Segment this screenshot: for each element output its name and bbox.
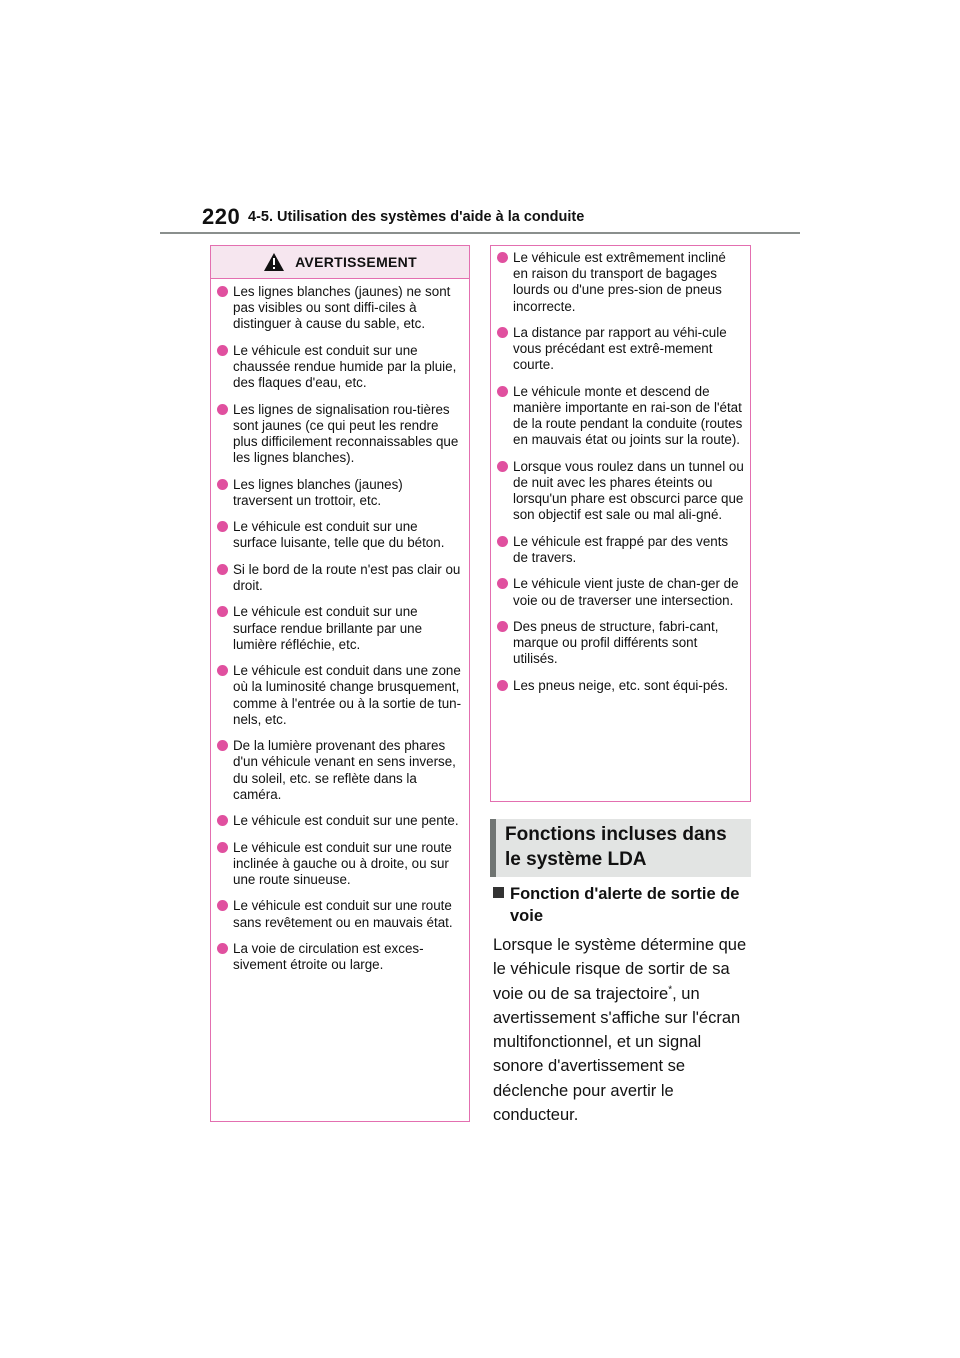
list-item bbox=[496, 619, 744, 668]
warning-title: AVERTISSEMENT bbox=[295, 254, 417, 270]
subsection-title-line2: le système LDA bbox=[505, 849, 647, 870]
list-item bbox=[216, 519, 463, 551]
list-item bbox=[216, 604, 463, 653]
bullet-icon bbox=[217, 521, 228, 532]
list-item bbox=[216, 898, 463, 930]
bullet-icon bbox=[217, 345, 228, 356]
warning-box-right bbox=[490, 245, 751, 802]
warning-header bbox=[211, 246, 469, 279]
list-item-text: Le véhicule monte et descend de manière importante en rai-son de l'état de la route pendant la conduite (routes en mauvais état ou joints sur la route). bbox=[513, 383, 743, 448]
bullet-icon bbox=[217, 564, 228, 575]
list-item bbox=[216, 562, 463, 594]
description-text-continued: , un avertissement s'affiche sur l'écran multifonctionnel, et un signal sonore d'avertissement se déclenche pour avertir le conducteur. bbox=[493, 984, 741, 1125]
list-item-text: Le véhicule est conduit sur une route inclinée à gauche ou à droite, ou sur une route sinueuse. bbox=[233, 839, 452, 887]
list-item-text: Le véhicule est frappé par des vents de travers. bbox=[513, 533, 729, 565]
bullet-icon bbox=[217, 404, 228, 415]
page-header bbox=[160, 200, 800, 236]
list-item-text: De la lumière provenant des phares d'un véhicule venant en sens inverse, du soleil, etc. se reflète dans la caméra. bbox=[233, 738, 456, 802]
list-item bbox=[216, 663, 463, 728]
bullet-icon bbox=[217, 943, 228, 954]
list-item-text: Des pneus de structure, fabri-cant, marque ou profil différents sont utilisés. bbox=[513, 618, 719, 667]
list-item-text: Le véhicule vient juste de chan-ger de voie ou de traverser une intersection. bbox=[513, 576, 739, 608]
bullet-icon bbox=[497, 252, 508, 263]
bullet-icon bbox=[497, 578, 508, 589]
list-item-text: Le véhicule est conduit dans une zone où la luminosité change brusquement, comme à l'entrée ou à la sortie de tun-nels, etc. bbox=[233, 663, 462, 727]
list-item-text: Lorsque vous roulez dans un tunnel ou de nuit avec les phares éteints ou lorsqu'un phare est obscurci parce que son objectif est sale ou mal ali-gné. bbox=[513, 458, 744, 523]
list-item-text: Si le bord de la route n'est pas clair ou droit. bbox=[233, 561, 461, 593]
list-item-text: La distance par rapport au véhi-cule vous précédant est extrê-mement courte. bbox=[513, 325, 727, 373]
bullet-icon bbox=[497, 621, 508, 632]
list-item bbox=[496, 459, 744, 524]
bullet-icon bbox=[497, 386, 508, 397]
square-bullet-icon bbox=[493, 887, 504, 898]
bullet-icon bbox=[217, 815, 228, 826]
function-heading bbox=[493, 883, 753, 927]
list-item-text: Les lignes de signalisation rou-tières sont jaunes (ce qui peut les rendre plus difficilement reconnaissables que les lignes blanches). bbox=[233, 401, 459, 466]
bullet-icon bbox=[497, 680, 508, 691]
list-item-text: Le véhicule est conduit sur une route sans revêtement ou en mauvais état. bbox=[233, 898, 453, 930]
bullet-icon bbox=[217, 740, 228, 751]
subsection-title-line1: Fonctions incluses dans bbox=[505, 824, 727, 845]
subsection-bar bbox=[490, 819, 496, 877]
list-item-text: Les lignes blanches (jaunes) ne sont pas visibles ou sont diffi-ciles à distinguer à cause du sable, etc. bbox=[233, 284, 451, 332]
list-item bbox=[216, 941, 463, 973]
warning-list-right bbox=[491, 246, 750, 694]
page-number: 220 bbox=[202, 204, 241, 229]
list-item-text: Le véhicule est extrêmement incliné en raison du transport de bagages lourds ou d'une pres-sion de pneus incorrecte. bbox=[513, 250, 726, 314]
list-item bbox=[216, 284, 463, 333]
list-item-text: Le véhicule est conduit sur une pente. bbox=[233, 813, 459, 829]
list-item bbox=[496, 678, 744, 694]
section-title: 4-5. Utilisation des systèmes d'aide à la conduite bbox=[248, 209, 585, 225]
header-rule bbox=[160, 232, 800, 234]
function-description bbox=[493, 933, 755, 1127]
list-item-text: Le véhicule est conduit sur une surface rendue brillante par une lumière réfléchie, etc. bbox=[233, 604, 423, 652]
list-item bbox=[216, 477, 463, 509]
warning-box-left bbox=[210, 245, 470, 1122]
list-item-text: Les lignes blanches (jaunes) traversent un trottoir, etc. bbox=[233, 476, 403, 508]
bullet-icon bbox=[217, 665, 228, 676]
bullet-icon bbox=[217, 842, 228, 853]
list-item-text: Les pneus neige, etc. sont équi-pés. bbox=[513, 677, 729, 693]
list-item bbox=[496, 250, 744, 315]
list-item bbox=[496, 576, 744, 608]
list-item-text: La voie de circulation est exces-sivement étroite ou large. bbox=[233, 940, 424, 973]
list-item bbox=[496, 534, 744, 566]
subsection-title bbox=[505, 822, 745, 872]
list-item bbox=[216, 343, 463, 392]
list-item-text: Le véhicule est conduit sur une surface luisante, telle que du béton. bbox=[233, 519, 445, 551]
warning-list-left bbox=[211, 279, 469, 973]
footnote-mark: * bbox=[668, 984, 673, 996]
list-item-text: Le véhicule est conduit sur une chaussée rendue humide par la pluie, des flaques d'eau, etc. bbox=[233, 342, 457, 391]
list-item bbox=[216, 840, 463, 889]
bullet-icon bbox=[217, 606, 228, 617]
list-item bbox=[496, 384, 744, 449]
bullet-icon bbox=[217, 286, 228, 297]
description-text: Lorsque le système détermine que le véhicule risque de sortir de sa voie ou de sa trajectoire bbox=[493, 936, 747, 1003]
bullet-icon bbox=[497, 461, 508, 472]
bullet-icon bbox=[217, 900, 228, 911]
bullet-icon bbox=[497, 327, 508, 338]
list-item bbox=[216, 402, 463, 467]
bullet-icon bbox=[497, 536, 508, 547]
subsection-heading bbox=[490, 819, 751, 877]
list-item bbox=[216, 813, 463, 829]
function-heading-text: Fonction d'alerte de sortie de voie bbox=[510, 885, 740, 925]
list-item bbox=[496, 325, 744, 374]
bullet-icon bbox=[217, 479, 228, 490]
warning-triangle-icon bbox=[263, 252, 285, 272]
list-item bbox=[216, 738, 463, 803]
